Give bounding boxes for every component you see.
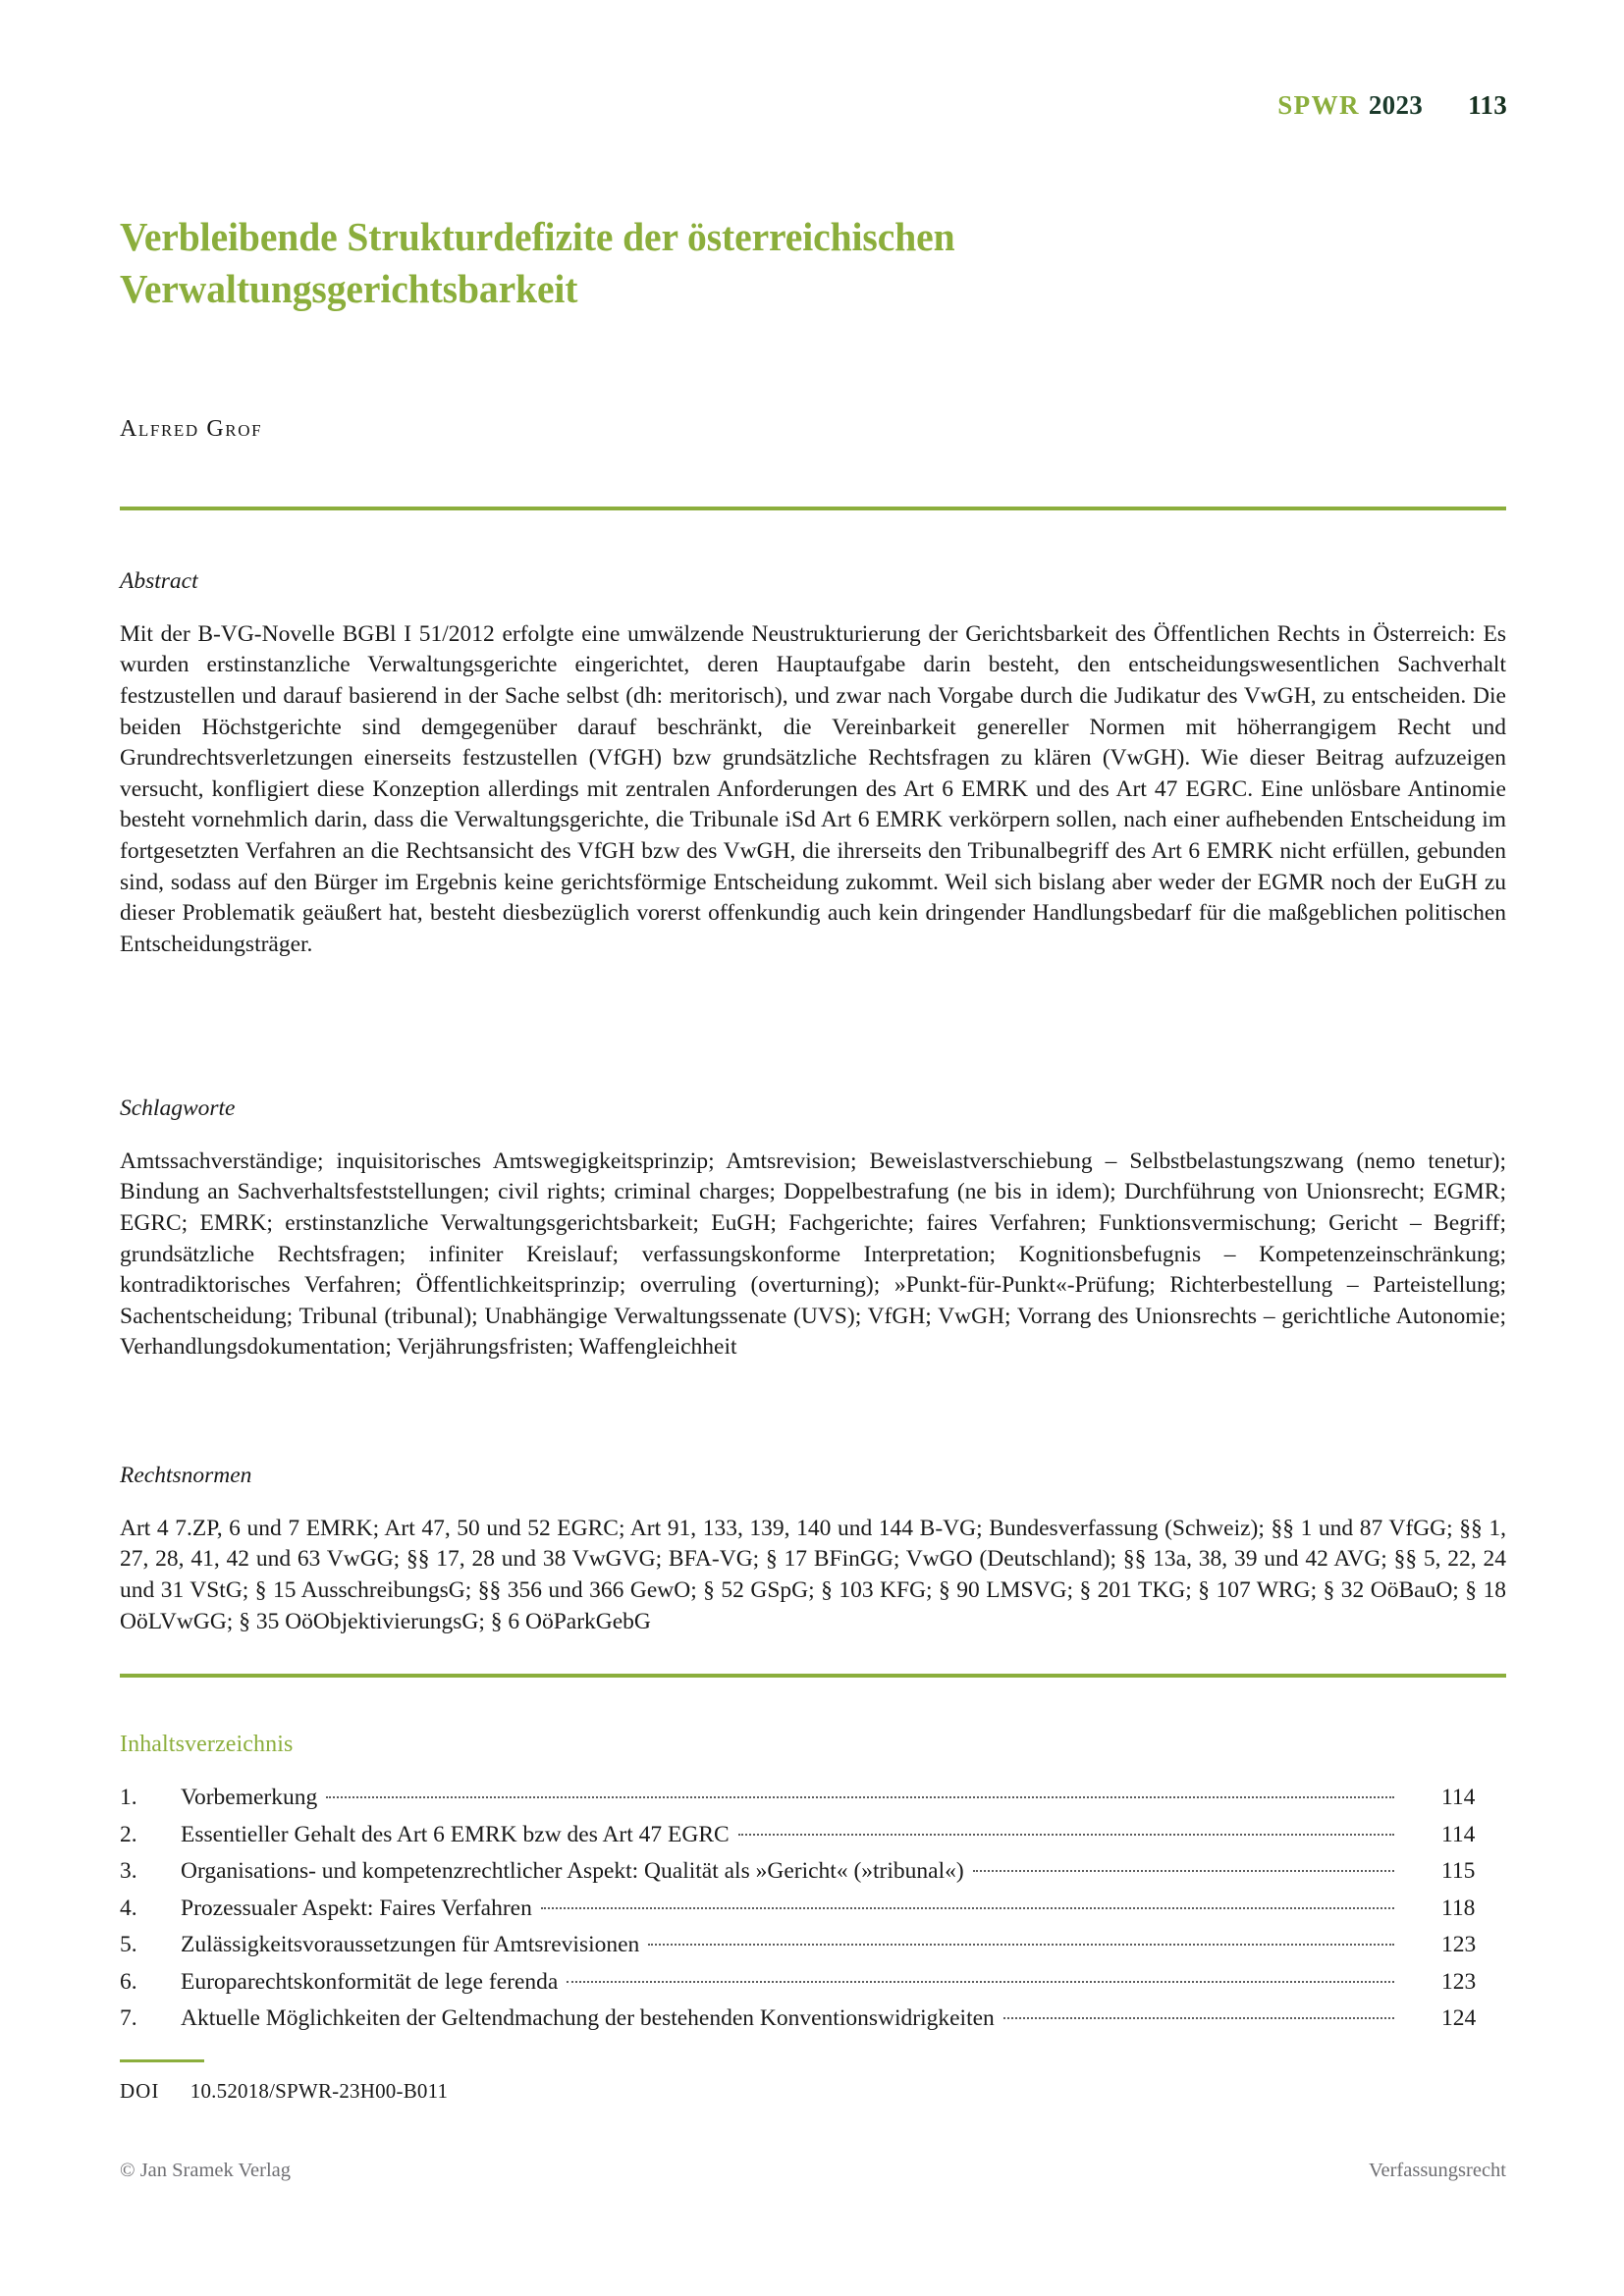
legal-norms-text: Art 4 7.ZP, 6 und 7 EMRK; Art 47, 50 und 52 EGRC; Art 91, 133, 139, 140 und 144 B-VG; Bundesverfassung (Schweiz); §§ 1 und 87 VfGG; §§ 1, 27, 28, 41, 42 und 63 VwGG; §§ 17, 28 und 38 VwGVG; BFA-VG; § 17 BFinGG; VwGO (Deutschland); §§ 13a, 38, 39 und 42 AVG; §§ 5, 22, 24 und 31 VStG; § 15 AusschreibungsG; §§ 356 und 366 GewO; § 52 GSpG; § 103 KFG; § 90 LMSVG; § 201 TKG; § 107 WRG; § 32 OöBauO; § 18 OöLVwGG; § 35 OöObjektivierungsG; § 6 OöParkGebG bbox=[120, 1515, 1506, 1634]
abstract-text: Mit der B-VG-Novelle BGBl I 51/2012 erfolgte eine umwälzende Neustrukturierung der Gerichtsbarkeit des Öffentlichen Rechts in Österreich: Es wurden erstinstanzliche Verwaltungsgerichte eingerichtet, deren Hauptaufgabe darin besteht, den entscheidungswesentlichen Sachverhalt festzustellen und darauf basierend in der Sache selbst (dh: meritorisch), und zwar nach Vorgabe durch die Judikatur des VwGH, zu entscheiden. Die beiden Höchstgerichte sind demgegenüber darauf beschränkt, die Vereinbarkeit genereller Normen mit höherrangigem Recht und Grundrechtsverletzungen einerseits festzustellen (VfGH) bzw grundsätzliche Rechtsfragen zu klären (VwGH). Wie dieser Beitrag aufzuzeigen versucht, konfligiert diese Konzeption allerdings mit zentralen Anforderungen des Art 6 EMRK und des Art 47 EGRC. Eine unlösbare Antinomie besteht vornehmlich darin, dass die Verwaltungsgerichte, die Tribunale iSd Art 6 EMRK verkörpern sollen, nach einer aufhebenden Entscheidung im fortgesetzten Verfahren an die Rechtsansicht des VfGH bzw des VwGH, die ihrerseits den Tribunalbegriff des Art 6 EMRK nicht erfüllen, gebunden sind, sodass auf den Bürger im Ergebnis keine gerichtsförmige Entscheidung zukommt. Weil sich bislang aber weder der EGMR noch der EuGH zu dieser Problematik geäußert hat, besteht diesbezüglich vorerst offenkundig auch kein dringender Handlungsbedarf für die maßgeblichen politischen Entscheidungsträger. bbox=[120, 620, 1506, 957]
toc-entry-number: 4. bbox=[120, 1895, 137, 1921]
toc-entry-label: Essentieller Gehalt des Art 6 EMRK bzw des Art 47 EGRC bbox=[181, 1821, 730, 1847]
page-title: Verbleibende Strukturdefizite der österreichischen Verwaltungsgerichtsbarkeit bbox=[120, 214, 955, 311]
divider-doi bbox=[120, 2059, 204, 2062]
toc-entry[interactable] bbox=[120, 1817, 1506, 1854]
toc-leader-dots bbox=[567, 1981, 1394, 1983]
toc-leader-dots bbox=[326, 1796, 1394, 1798]
doi-value: 10.52018/SPWR-23H00-B011 bbox=[189, 2079, 449, 2103]
author-name: Alfred Grof bbox=[120, 416, 263, 442]
footer-section: Verfassungsrecht bbox=[1368, 2160, 1506, 2181]
journal-year: 2023 bbox=[1368, 90, 1424, 120]
toc-entry-label: Europarechtskonformität de lege ferenda bbox=[181, 1968, 559, 1995]
abstract-section bbox=[120, 567, 1506, 984]
toc-entry[interactable] bbox=[120, 1891, 1506, 1928]
toc-entry-number: 1. bbox=[120, 1785, 137, 1810]
toc-entry-page: 123 bbox=[1441, 1968, 1477, 1995]
divider-top bbox=[120, 507, 1506, 510]
toc-entry-number: 6. bbox=[120, 1968, 137, 1995]
legal-norms-section bbox=[120, 1462, 1506, 1661]
page-number: 113 bbox=[1468, 90, 1507, 120]
toc-entry-page: 114 bbox=[1441, 1785, 1476, 1810]
toc-entry[interactable] bbox=[120, 2001, 1506, 2038]
toc-heading: Inhaltsverzeichnis bbox=[120, 1732, 294, 1757]
toc-entry-number: 7. bbox=[120, 2005, 137, 2031]
keywords-text: Amtssachverständige; inquisitorisches Amtswegigkeitsprinzip; Amtsrevision; Beweislastverschiebung – Selbstbelastungszwang (nemo tenetur); Bindung an Sachverhaltsfeststellungen; civil rights; criminal charges; Doppelbestrafung (ne bis in idem); Durchführung von Unionsrecht; EGMR; EGRC; EMRK; erstinstanzliche Verwaltungsgerichtsbarkeit; EuGH; Fachgerichte; faires Verfahren; Funktionsvermischung; Gericht – Begriff; grundsätzliche Rechtsfragen; infiniter Kreislauf; verfassungskonforme Interpretation; Kognitionsbefugnis – Kompetenzeinschränkung; kontradiktorisches Verfahren; Öffentlichkeitsprinzip; overruling (overturning); »Punkt-für-Punkt«-Prüfung; Richterbestellung – Parteistellung; Sachentscheidung; Tribunal (tribunal); Unabhängige Verwaltungssenate (UVS); VfGH; VwGH; Vorrang des Unionsrechts – gerichtliche Autonomie; Verhandlungsdokumentation; Verjährungsfristen; Waffengleichheit bbox=[120, 1148, 1506, 1361]
toc-entry-label: Aktuelle Möglichkeiten der Geltendmachung der bestehenden Konventionswidrigkeiten bbox=[181, 2005, 995, 2031]
abstract-label: Abstract bbox=[120, 568, 198, 594]
keywords-label: Schlagworte bbox=[120, 1095, 236, 1121]
toc-entry-number: 5. bbox=[120, 1932, 137, 1957]
keywords-section bbox=[120, 1095, 1506, 1387]
doi-label: DOI bbox=[120, 2079, 160, 2103]
toc-entry-page: 118 bbox=[1441, 1895, 1476, 1921]
toc-entry-label: Zulässigkeitsvoraussetzungen für Amtsrevisionen bbox=[181, 1932, 640, 1957]
page-footer bbox=[120, 2160, 1506, 2182]
toc-entry[interactable] bbox=[120, 1964, 1506, 2002]
doi-line bbox=[120, 2079, 448, 2104]
toc-entry-page: 114 bbox=[1441, 1821, 1476, 1847]
toc-list bbox=[120, 1780, 1506, 2038]
running-head bbox=[1277, 90, 1507, 121]
toc-leader-dots bbox=[738, 1834, 1394, 1836]
divider-bottom bbox=[120, 1674, 1506, 1678]
journal-abbreviation: SPWR bbox=[1277, 90, 1360, 120]
toc-entry-page: 124 bbox=[1441, 2005, 1477, 2031]
toc-leader-dots bbox=[648, 1944, 1394, 1946]
toc-entry-number: 3. bbox=[120, 1858, 137, 1884]
footer-copyright: © Jan Sramek Verlag bbox=[120, 2160, 292, 2181]
toc-entry[interactable] bbox=[120, 1927, 1506, 1964]
toc-leader-dots bbox=[1003, 2017, 1394, 2019]
toc-leader-dots bbox=[541, 1907, 1394, 1909]
toc-entry[interactable] bbox=[120, 1780, 1506, 1817]
toc-leader-dots bbox=[973, 1870, 1394, 1872]
toc-entry-label: Prozessualer Aspekt: Faires Verfahren bbox=[181, 1895, 532, 1921]
toc-entry[interactable] bbox=[120, 1853, 1506, 1891]
toc-entry-page: 115 bbox=[1441, 1858, 1476, 1884]
toc-entry-number: 2. bbox=[120, 1821, 137, 1847]
table-of-contents bbox=[120, 1732, 1506, 2038]
toc-entry-label: Organisations- und kompetenzrechtlicher Aspekt: Qualität als »Gericht« (»tribunal«) bbox=[181, 1858, 964, 1884]
toc-entry-label: Vorbemerkung bbox=[181, 1785, 318, 1810]
toc-entry-page: 123 bbox=[1441, 1932, 1477, 1957]
legal-norms-label: Rechtsnormen bbox=[120, 1463, 252, 1488]
